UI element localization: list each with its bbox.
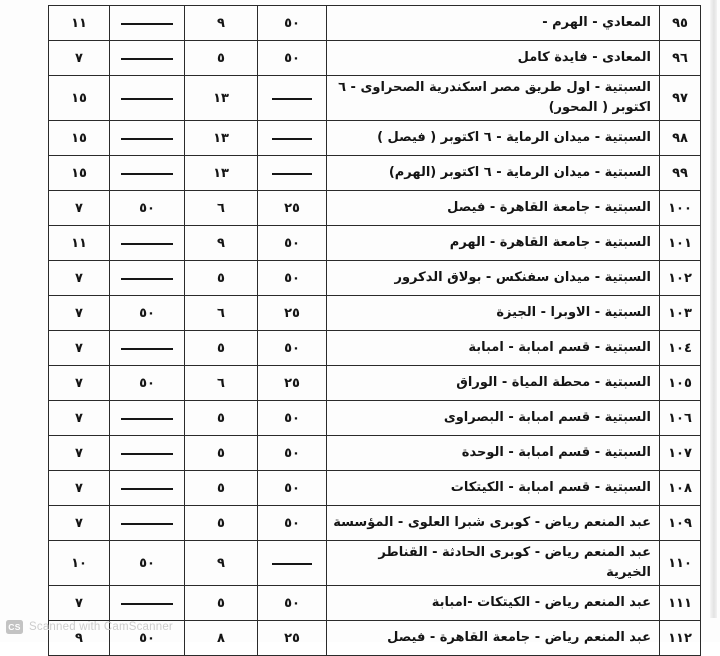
value-cell: ٥٠ bbox=[258, 401, 327, 436]
value-cell: ١١ bbox=[49, 226, 110, 261]
value-cell: ٩ bbox=[185, 541, 258, 586]
value-cell: ٦ bbox=[185, 296, 258, 331]
value-cell: ٧ bbox=[49, 261, 110, 296]
row-number-cell: ١٠٣ bbox=[660, 296, 701, 331]
value-cell: ٧ bbox=[49, 401, 110, 436]
dash-mark bbox=[272, 171, 313, 175]
value-cell: ١١ bbox=[49, 6, 110, 41]
value-cell bbox=[258, 156, 327, 191]
route-name-cell: السبتية - جامعة القاهرة - فيصل bbox=[327, 191, 660, 226]
value-cell: ٩ bbox=[185, 226, 258, 261]
dash-mark bbox=[121, 171, 173, 175]
row-number-cell: ١٠٠ bbox=[660, 191, 701, 226]
value-cell: ١٣ bbox=[185, 156, 258, 191]
value-cell: ٥٠ bbox=[258, 506, 327, 541]
camscanner-watermark-text: Scanned with CamScanner bbox=[29, 621, 173, 633]
dash-mark bbox=[121, 21, 173, 25]
route-name-cell: السبتية - قسم امبابة - الوحدة bbox=[327, 436, 660, 471]
dash-mark bbox=[272, 136, 313, 140]
value-cell bbox=[110, 586, 185, 621]
value-cell: ٥٠ bbox=[258, 6, 327, 41]
row-number-cell: ١٠٦ bbox=[660, 401, 701, 436]
value-cell: ٥٠ bbox=[110, 366, 185, 401]
table-row bbox=[49, 226, 701, 261]
value-cell: ٧ bbox=[49, 191, 110, 226]
value-cell: ١٠ bbox=[49, 541, 110, 586]
dash-mark bbox=[121, 346, 173, 350]
row-number-cell: ١٠٩ bbox=[660, 506, 701, 541]
value-cell bbox=[110, 121, 185, 156]
table-row bbox=[49, 331, 701, 366]
value-cell: ٧ bbox=[49, 471, 110, 506]
value-cell bbox=[110, 6, 185, 41]
value-cell bbox=[110, 471, 185, 506]
route-name-cell: السبتية - ميدان سفنكس - بولاق الدكرور bbox=[327, 261, 660, 296]
value-cell bbox=[258, 541, 327, 586]
route-name-cell: السبتية - قسم امبابة - الكيتكات bbox=[327, 471, 660, 506]
row-number-cell: ٩٧ bbox=[660, 76, 701, 121]
value-cell bbox=[110, 401, 185, 436]
dash-mark bbox=[121, 486, 173, 490]
route-name-cell: عبد المنعم رياض - جامعة القاهرة - فيصل bbox=[327, 621, 660, 656]
table-row bbox=[49, 41, 701, 76]
route-name-cell: السبتية - ميدان الرماية - ٦ اكتوبر ( فيصل ) bbox=[327, 121, 660, 156]
route-name-cell: المعادى - فايدة كامل bbox=[327, 41, 660, 76]
value-cell bbox=[110, 506, 185, 541]
camscanner-logo-icon: CS bbox=[6, 620, 23, 634]
row-number-cell: ١١٠ bbox=[660, 541, 701, 586]
value-cell: ٥ bbox=[185, 331, 258, 366]
dash-mark bbox=[121, 136, 173, 140]
dash-mark bbox=[272, 96, 313, 100]
table-row bbox=[49, 401, 701, 436]
value-cell: ١٣ bbox=[185, 121, 258, 156]
value-cell bbox=[258, 76, 327, 121]
table-row bbox=[49, 506, 701, 541]
value-cell: ٧ bbox=[49, 506, 110, 541]
value-cell: ٥ bbox=[185, 586, 258, 621]
table-row bbox=[49, 471, 701, 506]
value-cell bbox=[110, 156, 185, 191]
route-name-cell: عبد المنعم رياض - كوبرى شبرا العلوى - المؤسسة bbox=[327, 506, 660, 541]
row-number-cell: ١٠١ bbox=[660, 226, 701, 261]
dash-mark bbox=[121, 241, 173, 245]
value-cell: ٢٥ bbox=[258, 621, 327, 656]
value-cell: ٥٠ bbox=[110, 296, 185, 331]
value-cell: ٧ bbox=[49, 586, 110, 621]
value-cell: ٥ bbox=[185, 471, 258, 506]
table-row bbox=[49, 6, 701, 41]
value-cell bbox=[110, 76, 185, 121]
table-row bbox=[49, 296, 701, 331]
routes-table-body bbox=[49, 6, 701, 656]
row-number-cell: ١٠٢ bbox=[660, 261, 701, 296]
row-number-cell: ١١٢ bbox=[660, 621, 701, 656]
value-cell: ١٣ bbox=[185, 76, 258, 121]
table-row bbox=[49, 366, 701, 401]
table-row bbox=[49, 261, 701, 296]
value-cell: ١٥ bbox=[49, 76, 110, 121]
value-cell: ٥ bbox=[185, 41, 258, 76]
row-number-cell: ١٠٤ bbox=[660, 331, 701, 366]
table-row bbox=[49, 436, 701, 471]
value-cell: ٧ bbox=[49, 41, 110, 76]
value-cell: ٥٠ bbox=[110, 621, 185, 656]
row-number-cell: ١١١ bbox=[660, 586, 701, 621]
route-name-cell: السبتية - قسم امبابة - امبابة bbox=[327, 331, 660, 366]
value-cell: ٥ bbox=[185, 401, 258, 436]
value-cell bbox=[110, 331, 185, 366]
value-cell: ٥٠ bbox=[258, 226, 327, 261]
routes-table-container bbox=[48, 5, 692, 656]
table-row bbox=[49, 121, 701, 156]
dash-mark bbox=[121, 276, 173, 280]
value-cell: ٢٥ bbox=[258, 366, 327, 401]
route-name-cell: عبد المنعم رياض - الكيتكات -امبابة bbox=[327, 586, 660, 621]
route-name-cell: السبتية - الاوبرا - الجيزة bbox=[327, 296, 660, 331]
value-cell: ٥٠ bbox=[258, 586, 327, 621]
row-number-cell: ٩٩ bbox=[660, 156, 701, 191]
value-cell bbox=[110, 41, 185, 76]
dash-mark bbox=[121, 451, 173, 455]
routes-fare-table bbox=[48, 5, 701, 656]
value-cell: ٥٠ bbox=[258, 261, 327, 296]
value-cell: ٥٠ bbox=[110, 191, 185, 226]
dash-mark bbox=[121, 56, 173, 60]
row-number-cell: ١٠٧ bbox=[660, 436, 701, 471]
table-row bbox=[49, 541, 701, 586]
value-cell: ٩ bbox=[185, 6, 258, 41]
value-cell: ٩ bbox=[49, 621, 110, 656]
value-cell: ٨ bbox=[185, 621, 258, 656]
value-cell bbox=[110, 436, 185, 471]
dash-mark bbox=[121, 521, 173, 525]
route-name-cell: المعادي - الهرم - bbox=[327, 6, 660, 41]
row-number-cell: ٩٦ bbox=[660, 41, 701, 76]
row-number-cell: ١٠٥ bbox=[660, 366, 701, 401]
row-number-cell: ١٠٨ bbox=[660, 471, 701, 506]
value-cell: ٥ bbox=[185, 436, 258, 471]
value-cell: ٦ bbox=[185, 366, 258, 401]
route-name-cell: السبتية - ميدان الرماية - ٦ اكتوبر (الهرم) bbox=[327, 156, 660, 191]
value-cell: ٧ bbox=[49, 331, 110, 366]
value-cell: ٥ bbox=[185, 261, 258, 296]
value-cell: ٥٠ bbox=[258, 436, 327, 471]
route-name-cell: السبتية - قسم امبابة - البصراوى bbox=[327, 401, 660, 436]
dash-mark bbox=[121, 416, 173, 420]
row-number-cell: ٩٨ bbox=[660, 121, 701, 156]
value-cell: ١٥ bbox=[49, 121, 110, 156]
value-cell bbox=[258, 121, 327, 156]
dash-mark bbox=[272, 561, 313, 565]
table-row bbox=[49, 156, 701, 191]
scanner-edge-shadow bbox=[710, 0, 717, 618]
value-cell: ٥٠ bbox=[258, 331, 327, 366]
dash-mark bbox=[121, 96, 173, 100]
value-cell: ٧ bbox=[49, 366, 110, 401]
value-cell bbox=[110, 226, 185, 261]
dash-mark bbox=[121, 601, 173, 605]
route-name-cell: السبتية - اول طريق مصر اسكندرية الصحراوى - ٦ اكتوبر ( المحور) bbox=[327, 76, 660, 121]
value-cell: ٦ bbox=[185, 191, 258, 226]
value-cell: ٧ bbox=[49, 436, 110, 471]
value-cell bbox=[110, 261, 185, 296]
route-name-cell: السبتية - محطة المياة - الوراق bbox=[327, 366, 660, 401]
route-name-cell: عبد المنعم رياض - كوبرى الحادثة - القناطر الخيرية bbox=[327, 541, 660, 586]
value-cell: ٢٥ bbox=[258, 191, 327, 226]
table-row bbox=[49, 191, 701, 226]
row-number-cell: ٩٥ bbox=[660, 6, 701, 41]
value-cell: ١٥ bbox=[49, 156, 110, 191]
value-cell: ٢٥ bbox=[258, 296, 327, 331]
value-cell: ٥٠ bbox=[258, 471, 327, 506]
table-row bbox=[49, 76, 701, 121]
value-cell: ٥ bbox=[185, 506, 258, 541]
value-cell: ٧ bbox=[49, 296, 110, 331]
value-cell: ٥٠ bbox=[258, 41, 327, 76]
table-row bbox=[49, 586, 701, 621]
camscanner-watermark bbox=[6, 620, 173, 634]
route-name-cell: السبتية - جامعة القاهرة - الهرم bbox=[327, 226, 660, 261]
value-cell: ٥٠ bbox=[110, 541, 185, 586]
